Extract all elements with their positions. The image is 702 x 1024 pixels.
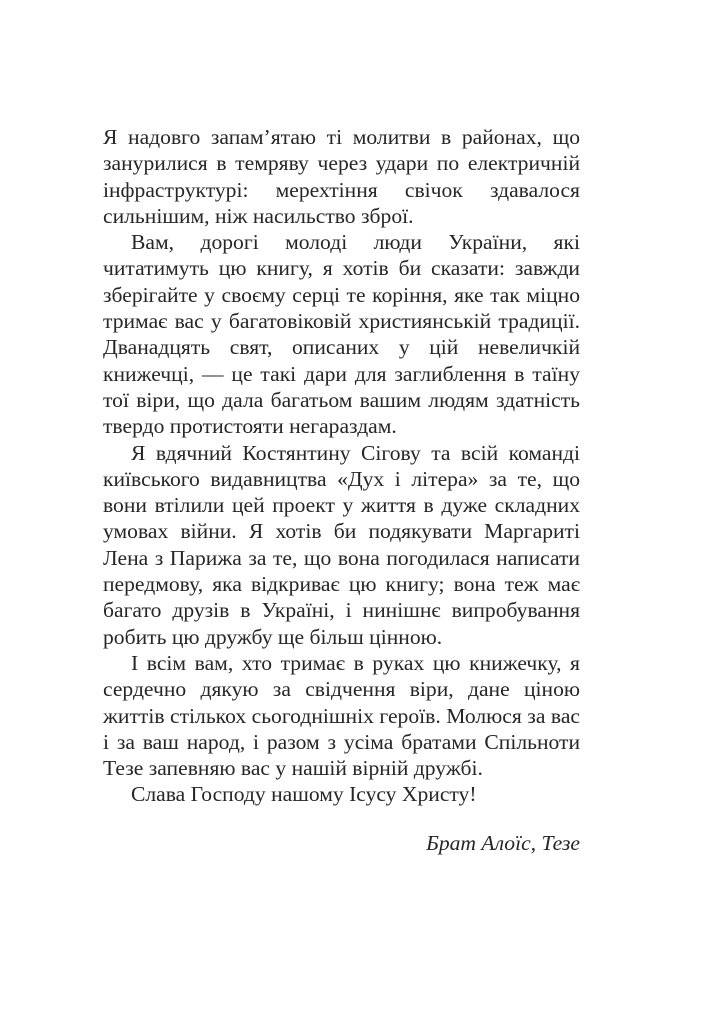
paragraph-glory: Слава Господу нашому Ісусу Христу! [131, 782, 477, 807]
paragraph-gratitude: Я вдячний Костянтину Сігову та всій команді київського видавництва «Дух і літера» за те, що вони втілили цей проект у життя в дуже складних умовах війни. Я хотів би подякувати Маргариті Лена з Парижа за те, що вона погодилася написати передмову, яка відкриває цю книгу; вона теж має багато друзів в Україні, і нинішнє випробування робить цю дружбу ще більш цінною. [103, 440, 580, 649]
paragraph-prayers: Я надовго запам’ятаю ті молитви в районах, що занурилися в темряву через удари по електричній інфраструктурі: мерехтіння свічок здавалося сильнішим, ніж насильство зброї. [103, 125, 580, 228]
document-body [103, 124, 580, 808]
paragraph-thanks: І всім вам, хто тримає в руках цю книжечку, я сердечно дякую за свідчення віри, дане ціною життів стількох сьогоднішніх героїв. Молюся за вас і за ваш народ, і разом з усіма братами Спільноти Тезе запевняю вас у нашій вірній дружбі. [103, 650, 580, 781]
signature: Брат Алоїс, Тезе [426, 831, 580, 855]
paragraph-young-people: Вам, дорогі молоді люди України, які читатимуть цю книгу, я хотів би сказати: завжди зберігайте у своєму серці те коріння, яке так міцно тримає вас у багатовіковій християнській традиції. Дванадцять свят, описаних у цій невеличкій книжечці, — це такі дари для заглиблення в таїну тої віри, що дала багатьом вашим людям здатність твердо протистояти негараздам. [103, 230, 580, 439]
